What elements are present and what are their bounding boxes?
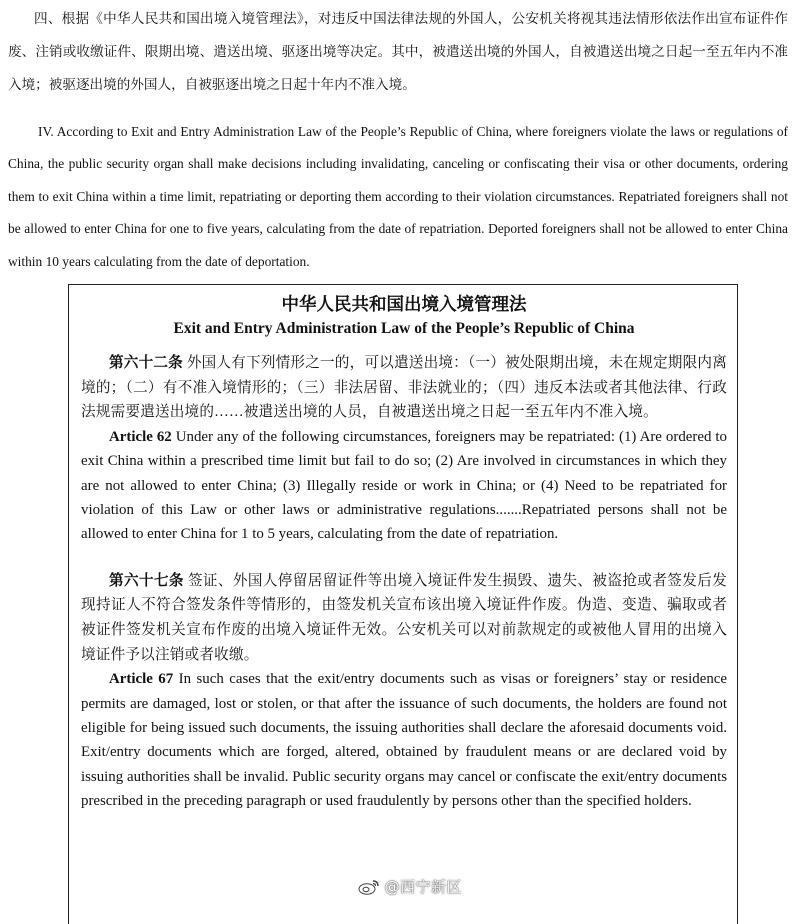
article-67-cn-text: 签证、外国人停留居留证件等出境入境证件发生损毁、遗失、被盗抢或者签发后发现持证人不符合签发条件等情形的，由签发机关宣布该出境入境证件作废。伪造、变造、骗取或者被证件签发机关宣布作废的出境入境证件无效。公安机关可以对前款规定的或被他人冒用的出境入境证件予以注销或者收缴。 <box>81 572 727 663</box>
weibo-icon <box>358 879 380 895</box>
article-62-cn-text: 外国人有下列情形之一的，可以遣送出境：（一）被处限期出境，未在规定期限内离境的；（二）有不准入境情形的；（三）非法居留、非法就业的；（四）违反本法或者其他法律、行政法规需要遣送出境的……被遣送出境的人员，自被遣送出境之日起一至五年内不准入境。 <box>81 355 727 421</box>
article-67-en-text: In such cases that the exit/entry documents such as visas or foreigners’ stay or residence permits are damaged, lost or stolen, or that after the issuance of such documents, the holders are found not eligible for being issued such documents, the issuing authorities shall declare the aforesaid documents void. Exit/entry documents which are forged, altered, obtained by fraudulent means or are declared void by issuing authorities shall be invalid. Public security organs may cancel or confiscate the exit/entry documents prescribed in the preceding paragraph or used fraudulently by persons other than the specified holders. <box>81 671 727 810</box>
article-spacer <box>81 547 727 569</box>
intro-paragraph-cn: 四、根据《中华人民共和国出境入境管理法》，对违反中国法律法规的外国人，公安机关将视其违法情形依法作出宣布证件作废、注销或收缴证件、限期出境、遣送出境、驱逐出境等决定。其中，被遣送出境的外国人，自被遣送出境之日起一至五年内不准入境；被驱逐出境的外国人，自被驱逐出境之日起十年内不准入境。 <box>8 11 788 92</box>
article-62-cn <box>81 351 727 425</box>
watermark-text: @西宁新区 <box>384 878 462 896</box>
article-67-en <box>81 667 727 813</box>
article-67-cn-heading: 第六十七条 <box>109 572 184 589</box>
article-62-en-text: Under any of the following circumstances, foreigners may be repatriated: (1) Are ordered to exit China within a prescribed time limit but fail to do so; (2) Are involved in circumstances in which they are not allowed to enter China; (3) Illegally reside or work in China; or (4) Need to be repatriated for violation of this Law or other laws or administrative regulations.......Repatriated persons shall not be allowed to enter China for 1 to 5 years, calculating from the date of repatriation. <box>81 428 727 543</box>
article-62-en-heading: Article 62 <box>109 428 172 445</box>
article-62-en <box>81 425 727 547</box>
article-67-en-heading: Article 67 <box>109 671 174 688</box>
article-62-cn-heading: 第六十二条 <box>109 355 183 371</box>
article-67-cn <box>81 569 727 667</box>
watermark <box>358 876 462 897</box>
law-title-cn: 中华人民共和国出境入境管理法 <box>281 294 527 314</box>
intro-paragraph-en: IV. According to Exit and Entry Administration Law of the People’s Republic of China, where foreigners violate the laws or regulations of China, the public security organ shall make decisions including invalidating, canceling or confiscating their visa or other documents, ordering them to exit China within a time limit, repatriating or deporting them according to their violation circumstances. Repatriated foreigners shall not be allowed to enter China for one to five years, calculating from the date of repatriation. Deported foreigners shall not be allowed to enter China within 10 years calculating from the date of deportation. <box>8 124 788 269</box>
law-title-en: Exit and Entry Administration Law of the People’s Republic of China <box>173 320 635 337</box>
law-excerpt-box <box>68 284 738 924</box>
